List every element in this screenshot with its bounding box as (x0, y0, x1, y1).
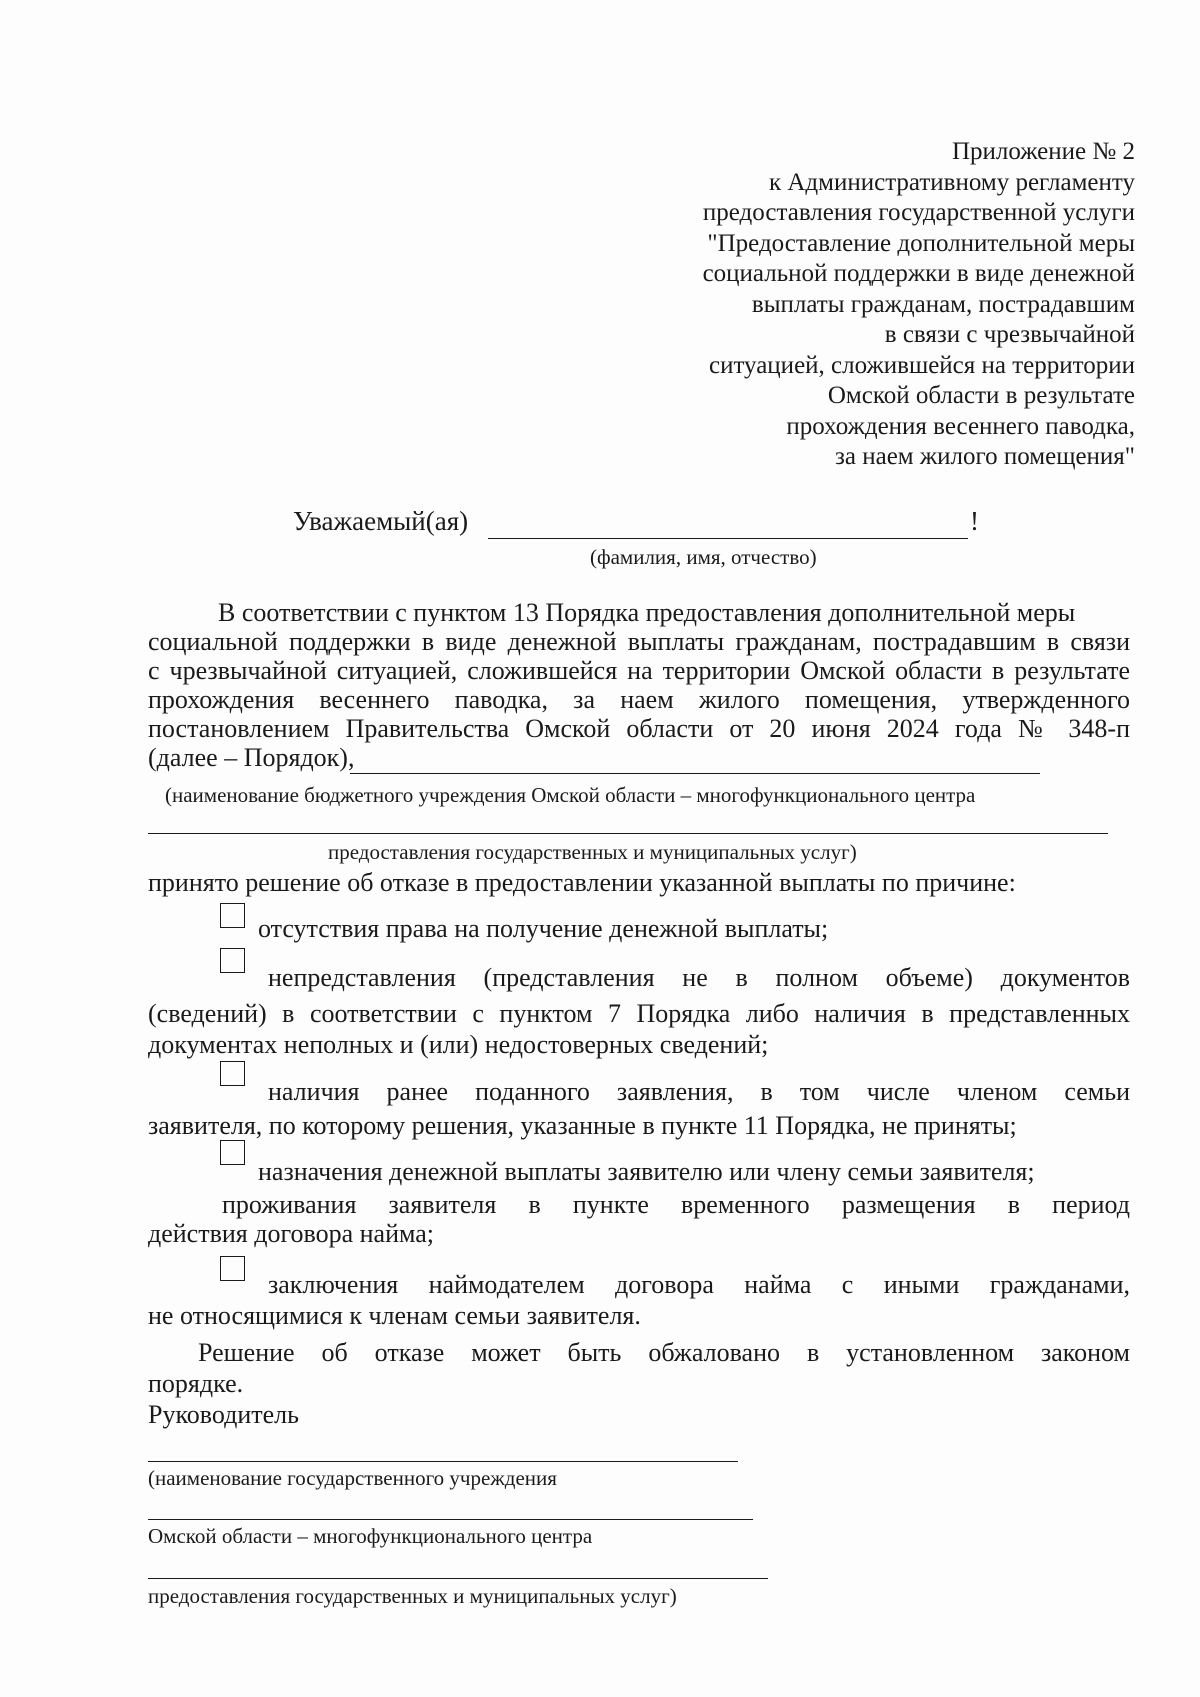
reason-text: (сведений) в соответствии с пунктом 7 Порядка либо наличия в представленных (148, 999, 1130, 1028)
greeting-exclamation: ! (970, 506, 979, 536)
mfc-name-field[interactable] (350, 773, 1040, 774)
attachment-line: к Административному регламенту (768, 168, 1135, 196)
reason-checkbox[interactable] (220, 948, 245, 973)
signature-field[interactable] (148, 1461, 738, 1462)
signature-hint-3: предоставления государственных и муниципальных услуг) (148, 1584, 677, 1608)
intro-line: В соответствии с пунктом 13 Порядка предоставления дополнительной меры (218, 598, 1076, 627)
attachment-line: прохождения весеннего паводка, (786, 412, 1135, 440)
attachment-line: предоставления государственной услуги (702, 199, 1135, 226)
reason-text: заключения наймодателем договора найма с иными гражданами, (268, 1270, 1130, 1299)
reason-text: непредставления (представления не в полном объеме) документов (268, 963, 1130, 992)
intro-line: с чрезвычайной ситуацией, сложившейся на территории Омской области в результате (148, 656, 1130, 685)
reason-text: действия договора найма; (148, 1219, 435, 1248)
appeal-text: Решение об отказе может быть обжаловано в установленном законом (198, 1338, 1130, 1367)
attachment-line: ситуацией, сложившейся на территории (708, 351, 1135, 379)
attachment-line: "Предоставление дополнительной меры (707, 229, 1135, 257)
mfc-name-field-2[interactable] (148, 833, 1108, 834)
reason-checkbox[interactable] (220, 1061, 245, 1086)
recipient-name-hint: (фамилия, имя, отчество) (590, 545, 817, 569)
signature-hint-2: Омской области – многофункционального центра (148, 1524, 593, 1548)
reason-text: наличия ранее поданного заявления, в том числе членом семьи (268, 1077, 1130, 1106)
attachment-line: в связи с чрезвычайной (884, 321, 1135, 348)
signature-field-2[interactable] (148, 1519, 753, 1520)
reason-text: не относящимися к членам семьи заявителя. (148, 1301, 641, 1330)
attachment-line: за наем жилого помещения" (835, 443, 1135, 470)
reason-text: проживания заявителя в пункте временного размещения в период (222, 1190, 1130, 1219)
intro-line: социальной поддержки в виде денежной выплаты гражданам, пострадавшим в связи (148, 627, 1130, 656)
reason-text: документах неполных и (или) недостоверных сведений; (148, 1030, 769, 1059)
intro-line: постановлением Правительства Омской области от 20 июня 2024 года № 348-п (148, 714, 1130, 743)
intro-line: (далее – Порядок), (148, 743, 355, 772)
attachment-line: социальной поддержки в виде денежной (702, 260, 1135, 287)
signature-title: Руководитель (148, 1400, 299, 1429)
attachment-header (703, 137, 1135, 473)
greeting-label: Уважаемый(ая) (293, 506, 469, 536)
appeal-text: порядке. (148, 1369, 244, 1398)
attachment-line: выплаты гражданам, пострадавшим (751, 290, 1135, 318)
reason-checkbox[interactable] (220, 1140, 245, 1165)
signature-hint: (наименование государственного учреждения (148, 1466, 557, 1490)
intro-line: прохождения весеннего паводка, за наем жилого помещения, утвержденного (148, 685, 1130, 714)
reason-text: назначения денежной выплаты заявителю или члену семьи заявителя; (258, 1157, 1035, 1186)
decision-text: принято решение об отказе в предоставлении указанной выплаты по причине: (148, 868, 1016, 897)
attachment-line: Приложение № 2 (951, 138, 1135, 165)
attachment-line: Омской области в результате (827, 382, 1135, 409)
signature-field-3[interactable] (148, 1578, 768, 1579)
mfc-name-hint: (наименование бюджетного учреждения Омской области – многофункционального центра (165, 783, 976, 807)
reason-text: заявителя, по которому решения, указанные в пункте 11 Порядка, не приняты; (148, 1111, 1017, 1140)
reason-checkbox[interactable] (220, 1256, 245, 1281)
recipient-name-field[interactable] (488, 538, 968, 539)
reason-checkbox[interactable] (220, 903, 245, 928)
mfc-name-hint-2: предоставления государственных и муниципальных услуг) (328, 840, 857, 864)
reason-text: отсутствия права на получение денежной выплаты; (258, 914, 829, 943)
